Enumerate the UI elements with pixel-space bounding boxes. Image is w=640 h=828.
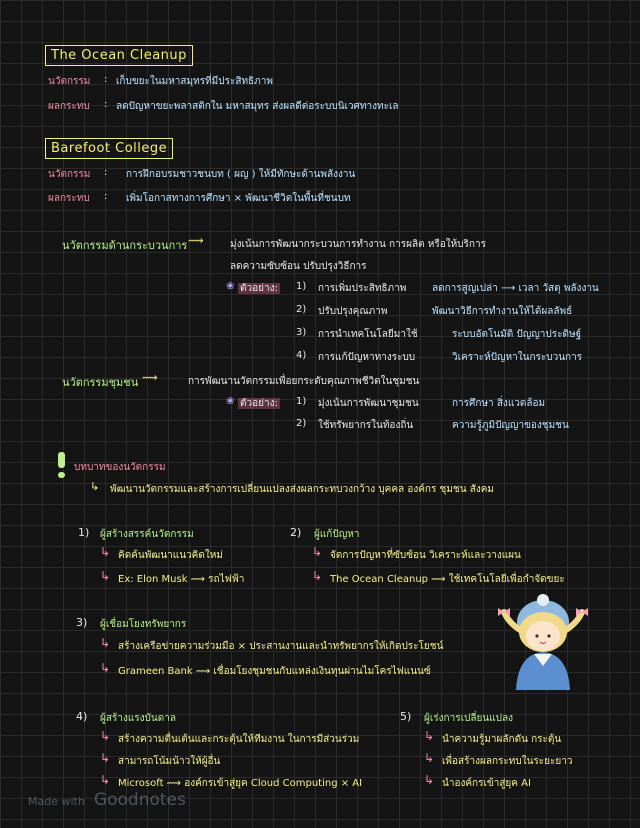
flower-bullet-icon: ❀: [226, 281, 235, 292]
role2-title: ผู้แก้ปัญหา: [314, 529, 360, 540]
role1-line2: Ex: Elon Musk ⟿ รถไฟฟ้า: [118, 574, 245, 585]
role-number: 5): [400, 710, 412, 723]
section2-innovation-label: นวัตกรรม: [48, 169, 91, 180]
squiggle-arrow-icon: ⟿: [142, 371, 158, 384]
process-example-label: ตัวอย่าง:: [240, 283, 278, 294]
corner-arrow-icon: ↳: [100, 569, 111, 583]
exclamation-icon: [58, 452, 65, 468]
corner-arrow-icon: ↳: [312, 569, 323, 583]
process-item-desc: วิเคราะห์ปัญหาในกระบวนการ: [452, 352, 583, 363]
corner-arrow-icon: ↳: [424, 773, 435, 787]
community-label: นวัตกรรมชุมชน: [62, 376, 139, 389]
watermark-brand: Goodnotes: [93, 790, 186, 810]
role1-title: ผู้สร้างสรรค์นวัตกรรม: [100, 529, 194, 540]
corner-arrow-icon: ↳: [100, 773, 111, 787]
role-number: 3): [76, 616, 88, 629]
process-item-name: การเพิ่มประสิทธิภาพ: [318, 283, 407, 294]
role3-title: ผู้เชื่อมโยงทรัพยากร: [100, 619, 187, 630]
roles-subtitle: พัฒนานวัตกรรมและสร้างการเปลี่ยนแปลงส่งผลกระทบวงกว้าง บุคคล องค์กร ชุมชน สังคม: [110, 484, 494, 495]
role4-line2: สามารถโน้มน้าวให้ผู้อื่น: [118, 756, 221, 767]
flower-bullet-icon: ❀: [226, 396, 235, 407]
corner-arrow-icon: ↳: [424, 751, 435, 765]
role5-title: ผู้เร่งการเปลี่ยนแปลง: [424, 713, 513, 724]
role5-line2: เพื่อสร้างผลกระทบในระยะยาว: [442, 756, 573, 767]
process-item-name: ปรับปรุงคุณภาพ: [318, 306, 388, 317]
section2-impact-label: ผลกระทบ: [48, 193, 90, 204]
section1-innovation-label: นวัตกรรม: [48, 76, 91, 87]
process-line2: ลดความซับซ้อน ปรับปรุงวิธีการ: [230, 261, 367, 272]
role-number: 2): [290, 526, 302, 539]
process-item-desc: พัฒนาวิธีการทำงานให้ได้ผลลัพธ์: [432, 306, 573, 317]
role5-line1: นำความรู้มาผลักดัน กระตุ้น: [442, 734, 562, 745]
process-item-name: การนำเทคโนโลยีมาใช้: [318, 329, 418, 340]
role3-line2: Grameen Bank ⟿ เชื่อมโยงชุมชนกับแหล่งเงินทุนผ่านไมโครไฟแนนซ์: [118, 666, 431, 677]
colon: :: [104, 99, 108, 110]
role4-line3: Microsoft ⟿ องค์กรเข้าสู่ยุค Cloud Computing × AI: [118, 778, 363, 789]
girl-illustration: [488, 592, 598, 692]
process-item-name: การแก้ปัญหาทางระบบ: [318, 352, 416, 363]
process-item-num: 1): [296, 281, 307, 292]
role2-line2: The Ocean Cleanup ⟿ ใช้เทคโนโลยีเพื่อกำจัดขยะ: [330, 574, 565, 585]
community-item-desc: ความรู้ภูมิปัญญาของชุมชน: [452, 420, 569, 431]
role4-line1: สร้างความตื่นเต้นและกระตุ้นให้ทีมงาน ในการมีส่วนร่วม: [118, 734, 360, 745]
corner-arrow-icon: ↳: [100, 661, 111, 675]
role4-title: ผู้สร้างแรงบันดาล: [100, 713, 176, 724]
role-number: 4): [76, 710, 88, 723]
corner-arrow-icon: ↳: [100, 751, 111, 765]
role3-line1: สร้างเครือข่ายความร่วมมือ × ประสานงานและนำทรัพยากรให้เกิดประโยชน์: [118, 641, 444, 652]
community-example-label: ตัวอย่าง:: [240, 398, 278, 409]
community-item-desc: การศึกษา สิ่งแวดล้อม: [452, 398, 546, 409]
role-number: 1): [78, 526, 90, 539]
community-item-name: มุ่งเน้นการพัฒนาชุมชน: [318, 398, 419, 409]
role2-line1: จัดการปัญหาที่ซับซ้อน วิเคราะห์และวางแผน: [330, 550, 521, 561]
process-item-desc: ลดการสูญเปล่า ⟶ เวลา วัสดุ พลังงาน: [432, 283, 599, 294]
roles-heading: บทบาทของนวัตกรรม: [74, 462, 166, 473]
role5-line3: นำองค์กรเข้าสู่ยุค AI: [442, 778, 531, 789]
section2-title: Barefoot College: [45, 138, 173, 159]
corner-arrow-icon: ↳: [424, 729, 435, 743]
process-line1: มุ่งเน้นการพัฒนากระบวนการทำงาน การผลิต หรือให้บริการ: [230, 239, 486, 250]
squiggle-arrow-icon: ⟿: [188, 234, 204, 247]
watermark-prefix: Made with: [28, 795, 85, 808]
colon: :: [104, 74, 108, 85]
corner-arrow-icon: ↳: [312, 545, 323, 559]
colon: :: [104, 167, 108, 178]
role1-line1: คิดค้นพัฒนาแนวคิดใหม่: [118, 550, 223, 561]
section1-innovation-text: เก็บขยะในมหาสมุทรที่มีประสิทธิภาพ: [116, 76, 273, 87]
corner-arrow-icon: ↳: [100, 729, 111, 743]
corner-arrow-icon: ↳: [100, 636, 111, 650]
corner-arrow-icon: ↳: [100, 545, 111, 559]
process-item-num: 4): [296, 350, 307, 361]
process-item-desc: ระบบอัตโนมัติ ปัญญาประดิษฐ์: [452, 329, 582, 340]
community-item-num: 2): [296, 418, 307, 429]
section2-impact-text: เพิ่มโอกาสทางการศึกษา × พัฒนาชีวิตในพื้นที่ชนบท: [126, 193, 351, 204]
community-item-name: ใช้ทรัพยากรในท้องถิ่น: [318, 420, 414, 431]
exclamation-dot-icon: [58, 472, 65, 478]
section1-impact-label: ผลกระทบ: [48, 101, 90, 112]
community-line1: การพัฒนานวัตกรรมเพื่อยกระดับคุณภาพชีวิตในชุมชน: [188, 376, 420, 387]
section2-innovation-text: การฝึกอบรมชาวชนบท ( ผญ ) ให้มีทักษะด้านพลังงาน: [126, 169, 356, 180]
colon: :: [104, 191, 108, 202]
process-label: นวัตกรรมด้านกระบวนการ: [62, 239, 188, 252]
section1-impact-text: ลดปัญหาขยะพลาสติกใน มหาสมุทร ส่งผลดีต่อระบบนิเวศทางทะเล: [116, 101, 399, 112]
goodnotes-watermark: [28, 790, 186, 810]
section1-title: The Ocean Cleanup: [45, 45, 193, 66]
corner-arrow-icon: ↳: [90, 480, 100, 493]
process-item-num: 3): [296, 327, 307, 338]
process-item-num: 2): [296, 304, 307, 315]
community-item-num: 1): [296, 396, 307, 407]
